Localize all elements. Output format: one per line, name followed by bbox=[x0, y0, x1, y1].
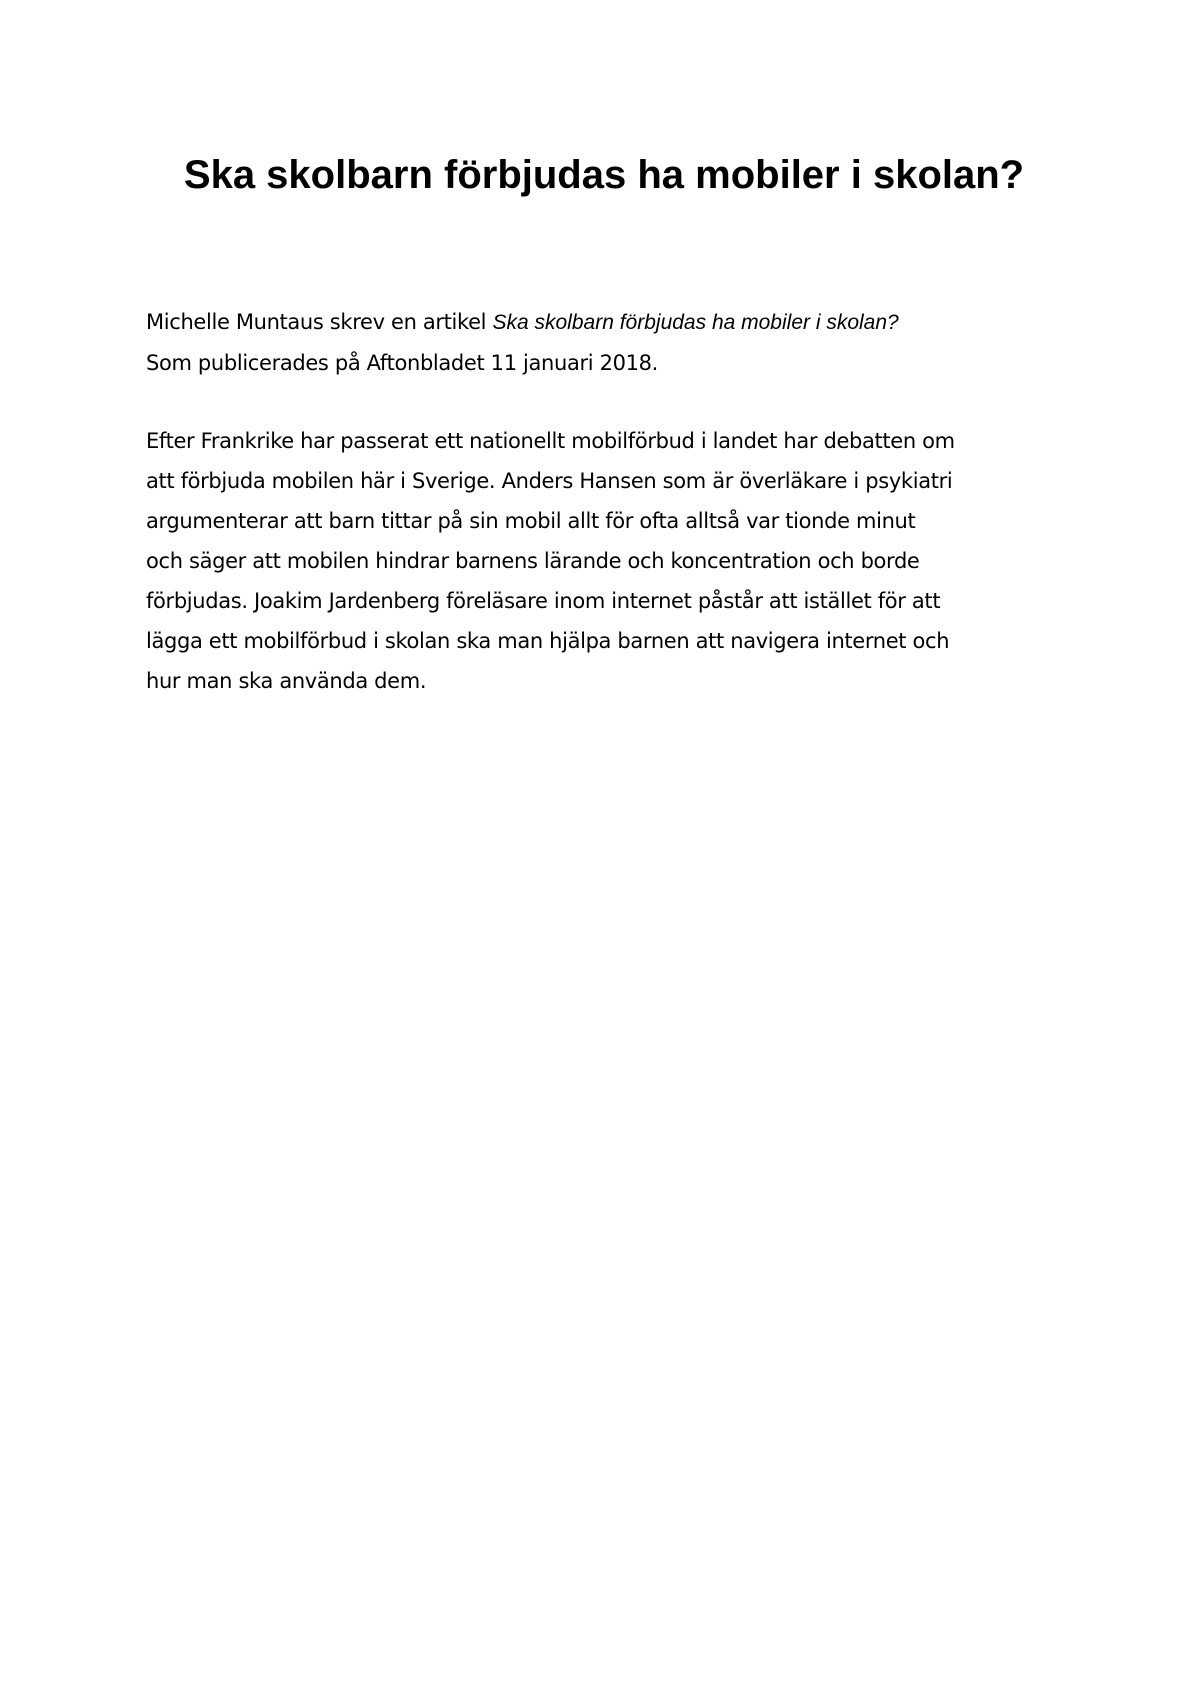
publication-line: Som publicerades på Aftonbladet 11 januari 2018. bbox=[146, 351, 658, 375]
summary-line: och säger att mobilen hindrar barnens lärande och koncentration och borde bbox=[146, 549, 920, 573]
summary-paragraph bbox=[146, 421, 1086, 701]
summary-line: argumenterar att barn tittar på sin mobil allt för ofta alltså var tionde minut bbox=[146, 509, 916, 533]
summary-line: lägga ett mobilförbud i skolan ska man hjälpa barnen att navigera internet och bbox=[146, 629, 950, 653]
article-title-reference: Ska skolbarn förbjudas ha mobiler i skolan? bbox=[492, 311, 899, 334]
intro-lead: Michelle Muntaus skrev en artikel bbox=[146, 310, 493, 334]
summary-line: förbjudas. Joakim Jardenberg föreläsare inom internet påstår att istället för att bbox=[146, 589, 941, 613]
summary-line: att förbjuda mobilen här i Sverige. Anders Hansen som är överläkare i psykiatri bbox=[146, 469, 953, 493]
summary-line: Efter Frankrike har passerat ett nationellt mobilförbud i landet har debatten om bbox=[146, 429, 955, 453]
page-title: Ska skolbarn förbjudas ha mobiler i skolan? bbox=[183, 153, 1025, 197]
summary-line: hur man ska använda dem. bbox=[146, 669, 427, 693]
intro-paragraph bbox=[146, 302, 1086, 383]
